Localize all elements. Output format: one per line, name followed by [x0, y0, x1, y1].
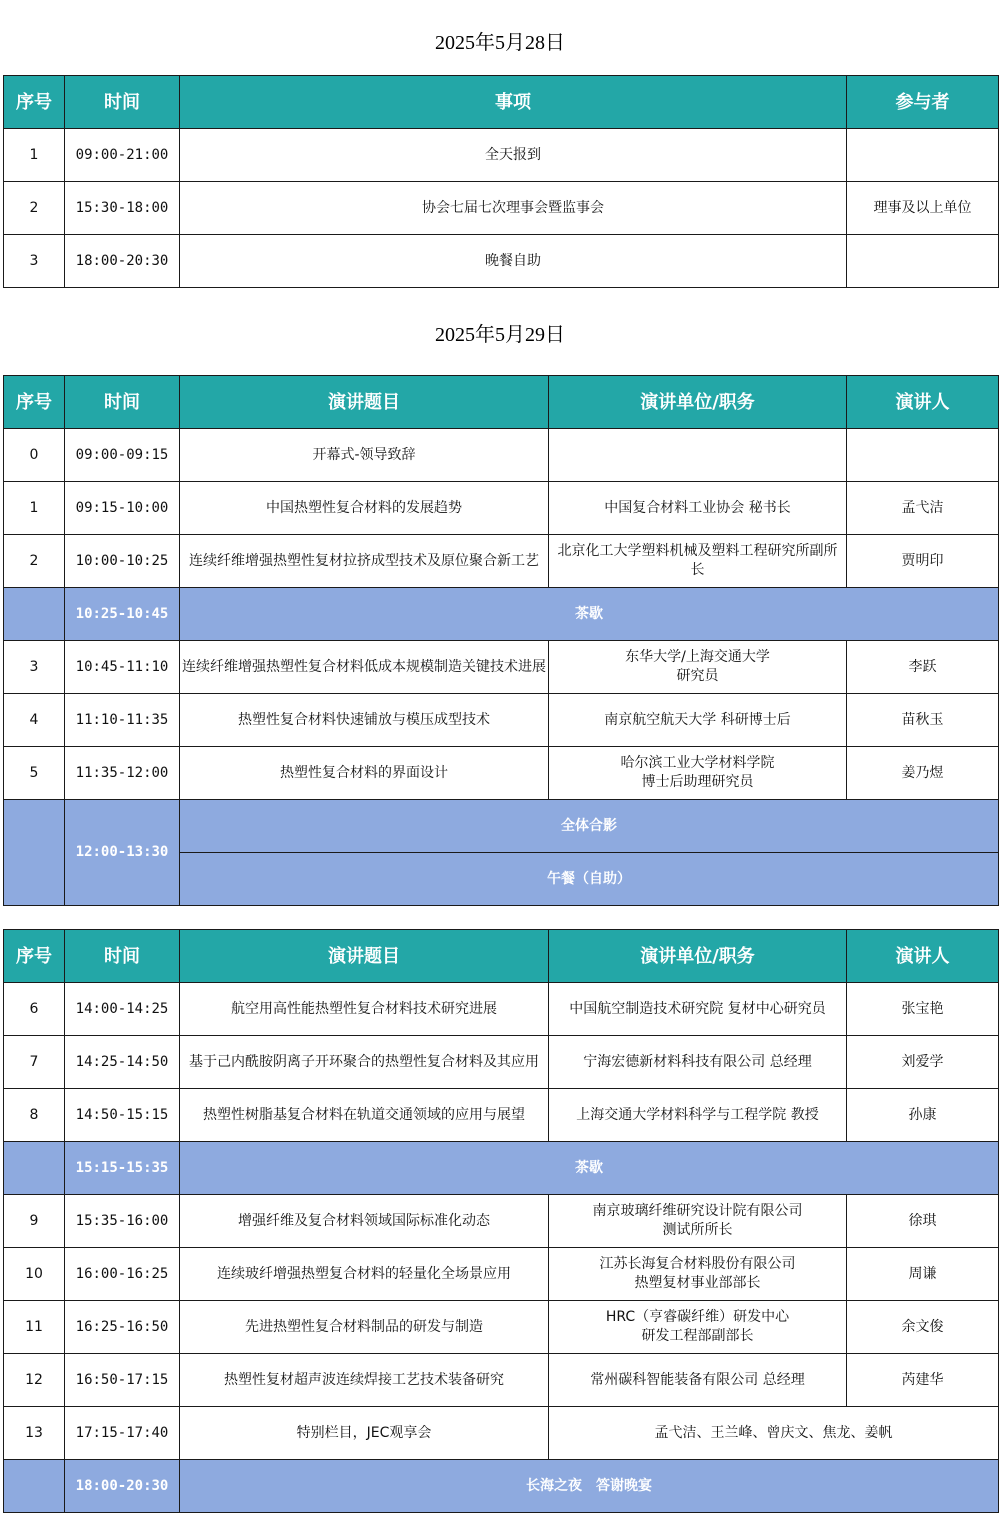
cell-no: 3	[4, 235, 65, 288]
cell-organization: 中国航空制造技术研究院 复材中心研究员	[549, 983, 847, 1036]
cell-item: 全天报到	[180, 129, 847, 182]
cell-participants	[847, 129, 999, 182]
cell-speaker: 孟弋洁	[847, 482, 999, 535]
cell-no: 3	[4, 641, 65, 694]
header-no: 序号	[4, 376, 65, 429]
cell-time: 10:00-10:25	[65, 535, 180, 588]
cell-topic: 增强纤维及复合材料领域国际标准化动态	[180, 1195, 549, 1248]
cell-speaker: 周谦	[847, 1248, 999, 1301]
dinner-label: 长海之夜 答谢晚宴	[180, 1460, 999, 1513]
date-heading-day2: 2025年5月29日	[435, 324, 565, 346]
cell-no: 8	[4, 1089, 65, 1142]
cell-participants: 理事及以上单位	[847, 182, 999, 235]
cell-no: 4	[4, 694, 65, 747]
cell-no: 13	[4, 1407, 65, 1460]
cell-time: 15:30-18:00	[65, 182, 180, 235]
date-heading-day1: 2025年5月28日	[435, 32, 565, 54]
cell-topic: 航空用高性能热塑性复合材料技术研究进展	[180, 983, 549, 1036]
cell-time: 16:50-17:15	[65, 1354, 180, 1407]
cell-time: 14:25-14:50	[65, 1036, 180, 1089]
cell-no: 11	[4, 1301, 65, 1354]
cell-no: 6	[4, 983, 65, 1036]
table-row	[4, 235, 999, 288]
cell-organization	[549, 1301, 847, 1354]
cell-topic: 连续玻纤增强热塑复合材料的轻量化全场景应用	[180, 1248, 549, 1301]
cell-time: 16:25-16:50	[65, 1301, 180, 1354]
cell-no-empty	[4, 1460, 65, 1513]
cell-no: 0	[4, 429, 65, 482]
cell-speaker: 贾明印	[847, 535, 999, 588]
schedule-table-day2-afternoon	[3, 929, 999, 1513]
cell-organization: 常州碳科智能装备有限公司 总经理	[549, 1354, 847, 1407]
org-line: 测试所所长	[662, 1222, 733, 1238]
org-line: 博士后助理研究员	[641, 774, 754, 790]
org-line: 南京玻璃纤维研究设计院有限公司	[592, 1203, 803, 1219]
header-time: 时间	[65, 930, 180, 983]
cell-speaker: 孙康	[847, 1089, 999, 1142]
cell-topic: 热塑性树脂基复合材料在轨道交通领域的应用与展望	[180, 1089, 549, 1142]
cell-speaker: 姜乃煜	[847, 747, 999, 800]
cell-no: 2	[4, 182, 65, 235]
cell-topic: 中国热塑性复合材料的发展趋势	[180, 482, 549, 535]
cell-time: 16:00-16:25	[65, 1248, 180, 1301]
cell-item: 协会七届七次理事会暨监事会	[180, 182, 847, 235]
dinner-time: 18:00-20:30	[65, 1460, 180, 1513]
cell-time: 14:50-15:15	[65, 1089, 180, 1142]
cell-topic: 热塑性复合材料快速铺放与模压成型技术	[180, 694, 549, 747]
break-row	[4, 1142, 999, 1195]
org-line: 东华大学/上海交通大学	[625, 649, 770, 665]
cell-time: 11:10-11:35	[65, 694, 180, 747]
table-row	[4, 1036, 999, 1089]
table-header-row	[4, 376, 999, 429]
header-item: 事项	[180, 76, 847, 129]
cell-no: 9	[4, 1195, 65, 1248]
cell-organization	[549, 1195, 847, 1248]
table-header-row	[4, 930, 999, 983]
table-row	[4, 641, 999, 694]
cell-topic: 特别栏目，JEC观享会	[180, 1407, 549, 1460]
cell-time: 14:00-14:25	[65, 983, 180, 1036]
noon-time: 12:00-13:30	[65, 800, 180, 906]
org-line: 热塑复材事业部部长	[634, 1275, 761, 1291]
org-line: 江苏长海复合材料股份有限公司	[599, 1256, 796, 1272]
cell-topic: 连续纤维增强热塑性复材拉挤成型技术及原位聚合新工艺	[180, 535, 549, 588]
cell-speaker: 李跃	[847, 641, 999, 694]
header-time: 时间	[65, 376, 180, 429]
header-topic: 演讲题目	[180, 376, 549, 429]
cell-speaker: 徐琪	[847, 1195, 999, 1248]
table-row	[4, 129, 999, 182]
cell-organization	[549, 747, 847, 800]
table-row	[4, 482, 999, 535]
break-time: 15:15-15:35	[65, 1142, 180, 1195]
cell-no: 5	[4, 747, 65, 800]
header-speaker: 演讲人	[847, 930, 999, 983]
cell-time: 09:00-21:00	[65, 129, 180, 182]
cell-no-empty	[4, 800, 65, 906]
cell-time: 15:35-16:00	[65, 1195, 180, 1248]
cell-no: 1	[4, 129, 65, 182]
cell-speaker: 苗秋玉	[847, 694, 999, 747]
org-line: HRC（亨睿碳纤维）研发中心	[605, 1309, 790, 1325]
break-label: 茶歇	[180, 1142, 999, 1195]
noon-photo-label: 全体合影	[180, 800, 999, 853]
cell-topic: 先进热塑性复合材料制品的研发与制造	[180, 1301, 549, 1354]
table-row	[4, 694, 999, 747]
cell-speaker: 刘爱学	[847, 1036, 999, 1089]
header-no: 序号	[4, 76, 65, 129]
cell-organization: 宁海宏德新材料科技有限公司 总经理	[549, 1036, 847, 1089]
org-line: 哈尔滨工业大学材料学院	[620, 755, 775, 771]
cell-time: 10:45-11:10	[65, 641, 180, 694]
table-row	[4, 983, 999, 1036]
cell-organization: 南京航空航天大学 科研博士后	[549, 694, 847, 747]
table-row	[4, 429, 999, 482]
table-row	[4, 1354, 999, 1407]
cell-organization: 中国复合材料工业协会 秘书长	[549, 482, 847, 535]
cell-time: 17:15-17:40	[65, 1407, 180, 1460]
cell-topic: 连续纤维增强热塑性复合材料低成本规模制造关键技术进展	[180, 641, 549, 694]
break-time: 10:25-10:45	[65, 588, 180, 641]
header-no: 序号	[4, 930, 65, 983]
table-row	[4, 1195, 999, 1248]
cell-time: 09:00-09:15	[65, 429, 180, 482]
table-row	[4, 1301, 999, 1354]
cell-time: 09:15-10:00	[65, 482, 180, 535]
cell-time: 11:35-12:00	[65, 747, 180, 800]
cell-organization	[549, 641, 847, 694]
cell-topic: 基于己内酰胺阴离子开环聚合的热塑性复合材料及其应用	[180, 1036, 549, 1089]
cell-speaker	[847, 429, 999, 482]
header-speaker: 演讲人	[847, 376, 999, 429]
cell-topic: 开幕式-领导致辞	[180, 429, 549, 482]
cell-no: 7	[4, 1036, 65, 1089]
cell-speaker: 张宝艳	[847, 983, 999, 1036]
cell-no-empty	[4, 1142, 65, 1195]
header-time: 时间	[65, 76, 180, 129]
table-header-row	[4, 76, 999, 129]
table-row	[4, 1407, 999, 1460]
cell-speaker: 芮建华	[847, 1354, 999, 1407]
cell-guests: 孟弋洁、王兰峰、曾庆文、焦龙、姜帆	[549, 1407, 999, 1460]
cell-no: 12	[4, 1354, 65, 1407]
cell-participants	[847, 235, 999, 288]
header-participants: 参与者	[847, 76, 999, 129]
cell-time: 18:00-20:30	[65, 235, 180, 288]
schedule-table-day1	[3, 75, 999, 288]
noon-lunch-label: 午餐（自助）	[180, 853, 999, 906]
cell-no: 1	[4, 482, 65, 535]
table-row	[4, 1089, 999, 1142]
cell-no-empty	[4, 588, 65, 641]
header-organization: 演讲单位/职务	[549, 376, 847, 429]
org-line: 研究员	[676, 668, 719, 684]
cell-no: 10	[4, 1248, 65, 1301]
table-row	[4, 747, 999, 800]
cell-organization	[549, 1248, 847, 1301]
header-organization: 演讲单位/职务	[549, 930, 847, 983]
noon-row	[4, 800, 999, 853]
org-line: 研发工程部副部长	[641, 1328, 754, 1344]
cell-speaker: 余文俊	[847, 1301, 999, 1354]
header-topic: 演讲题目	[180, 930, 549, 983]
table-row	[4, 1248, 999, 1301]
cell-topic: 热塑性复材超声波连续焊接工艺技术装备研究	[180, 1354, 549, 1407]
schedule-table-day2-morning	[3, 375, 999, 906]
cell-organization	[549, 429, 847, 482]
cell-no: 2	[4, 535, 65, 588]
cell-item: 晚餐自助	[180, 235, 847, 288]
cell-organization: 北京化工大学塑料机械及塑料工程研究所副所长	[549, 535, 847, 588]
table-row	[4, 535, 999, 588]
break-label: 茶歇	[180, 588, 999, 641]
cell-organization: 上海交通大学材料科学与工程学院 教授	[549, 1089, 847, 1142]
dinner-row	[4, 1460, 999, 1513]
cell-topic: 热塑性复合材料的界面设计	[180, 747, 549, 800]
table-row	[4, 182, 999, 235]
break-row	[4, 588, 999, 641]
